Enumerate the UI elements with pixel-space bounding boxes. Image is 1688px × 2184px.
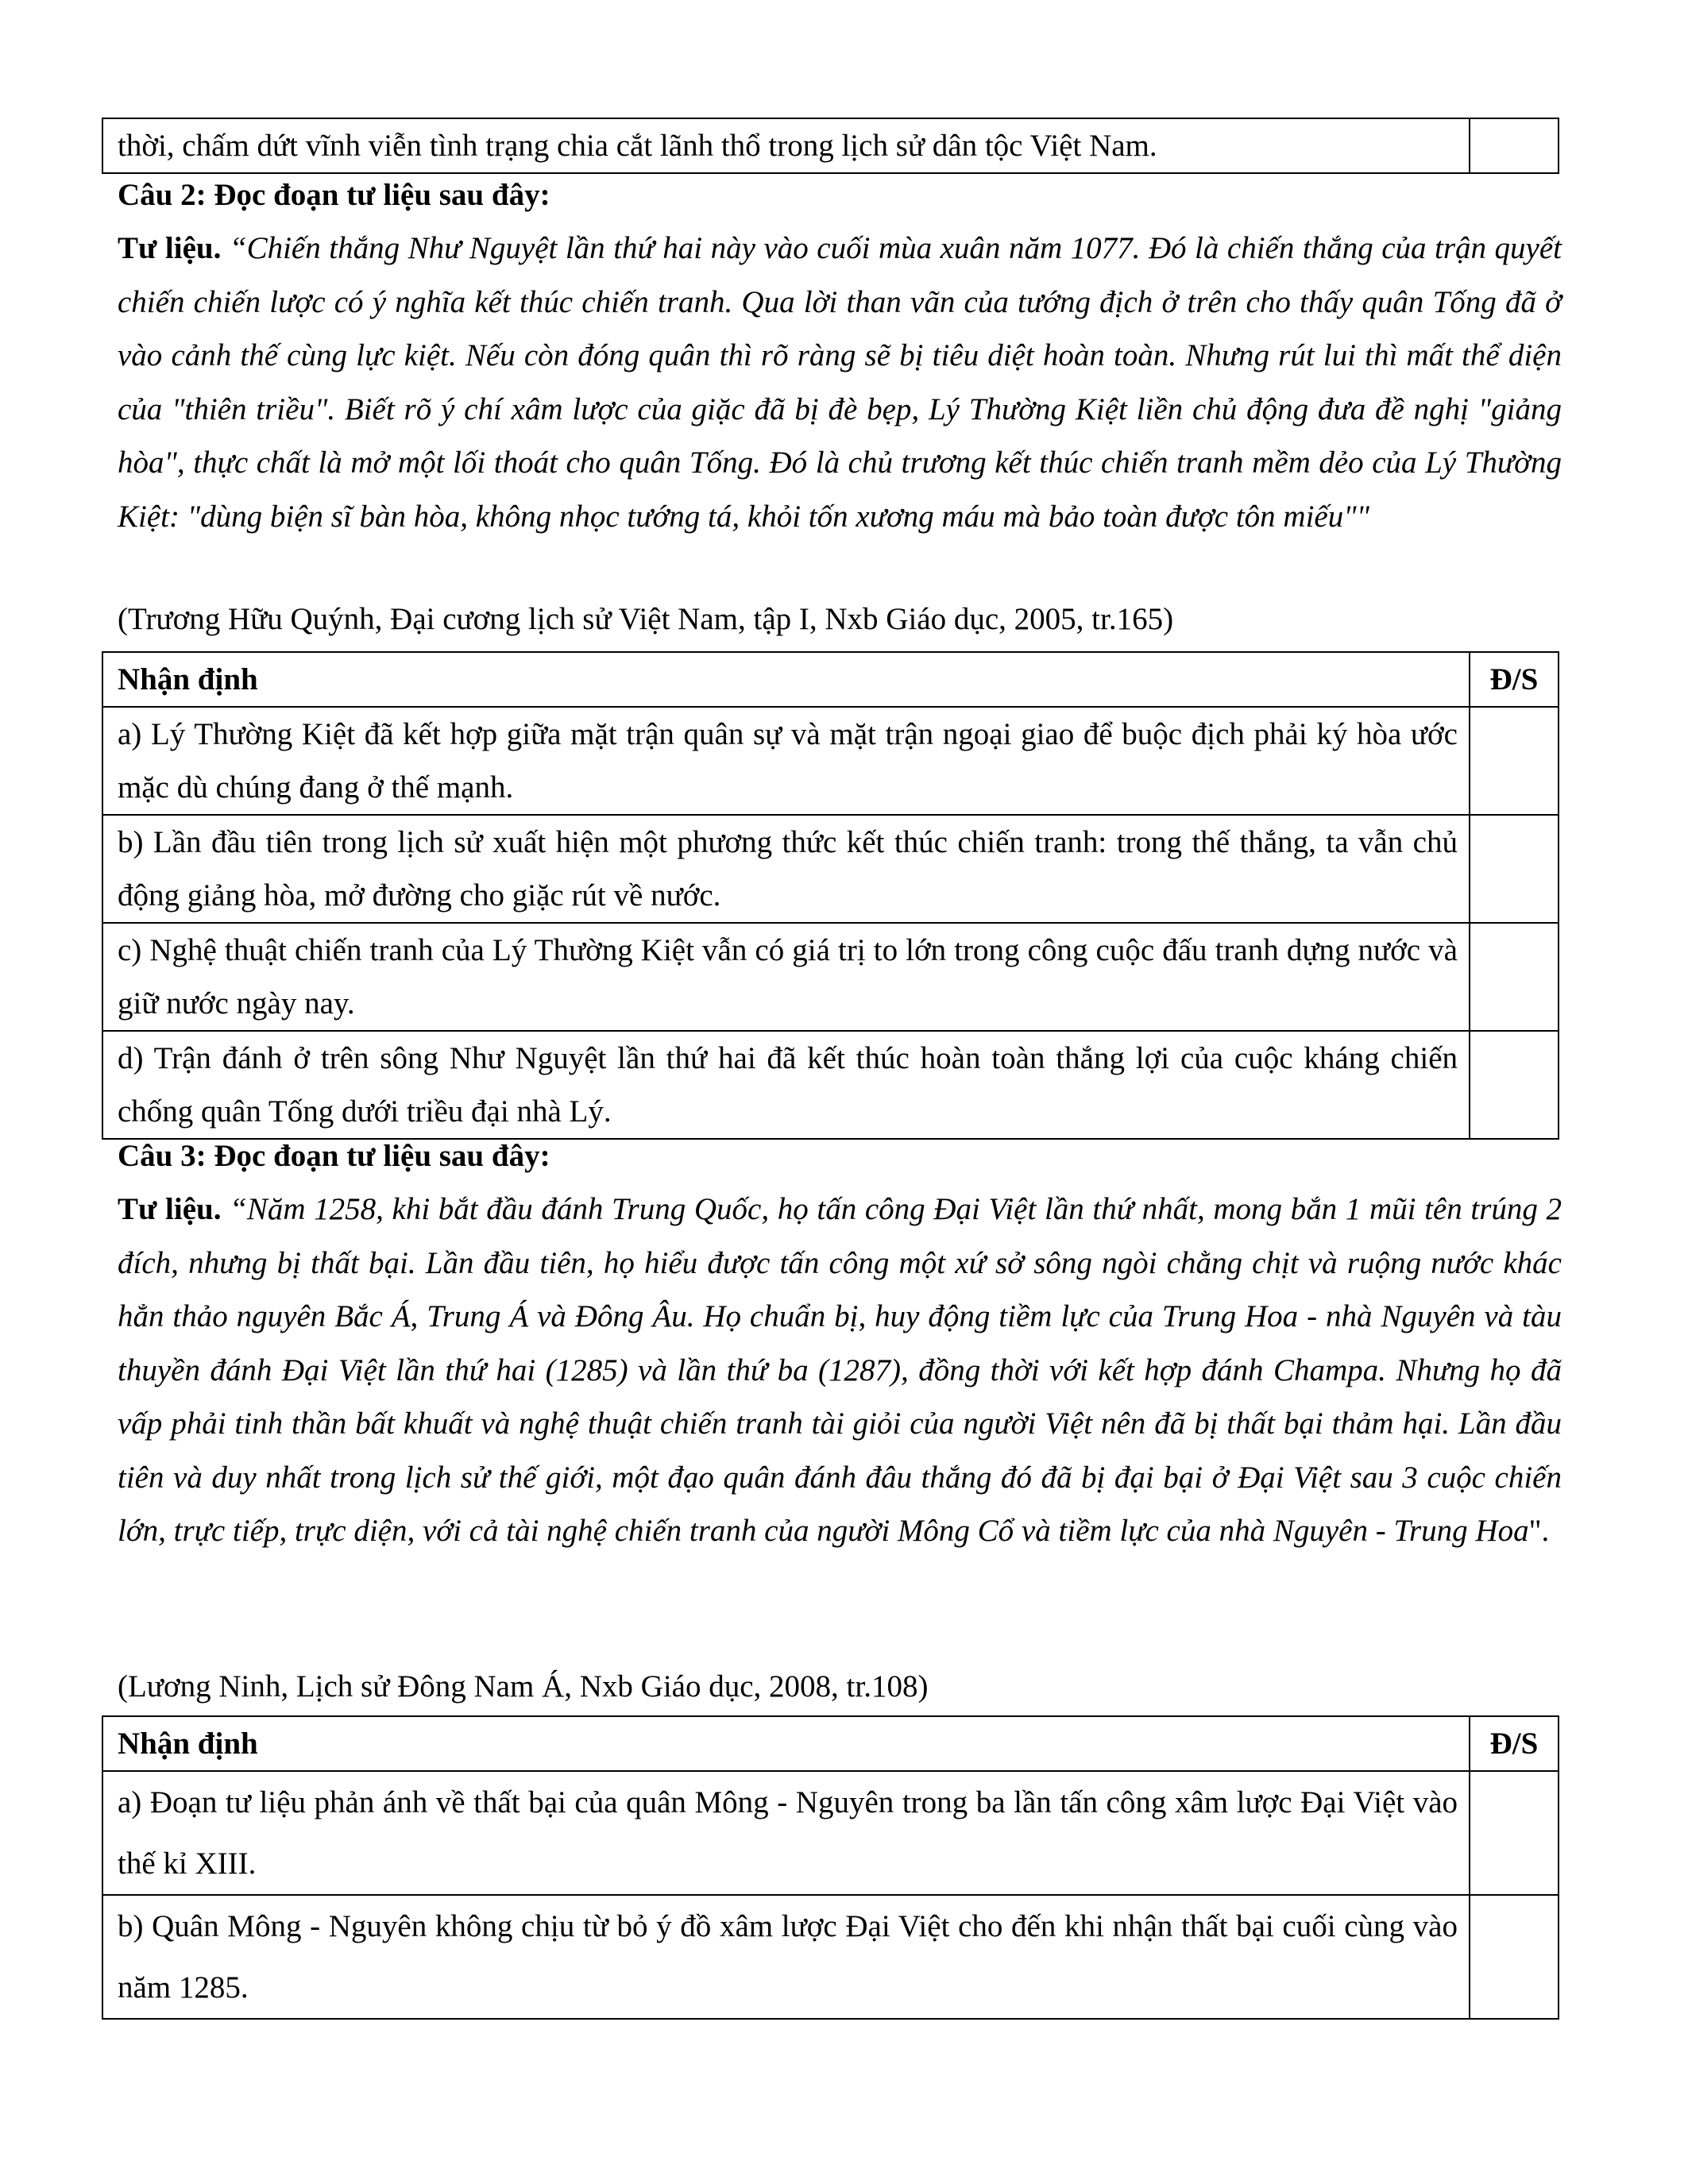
table-header-row bbox=[102, 1716, 1559, 1771]
answer-cell-b[interactable] bbox=[1470, 815, 1559, 923]
answer-cell-a[interactable] bbox=[1470, 1771, 1559, 1895]
answer-header: Đ/S bbox=[1470, 1716, 1559, 1771]
q2-source-label: Tư liệu. bbox=[118, 231, 222, 265]
q2-citation: (Trương Hữu Quýnh, Đại cương lịch sử Việt Nam, tập I, Nxb Giáo dục, 2005, tr.165) bbox=[118, 602, 1174, 636]
q2-statement-table bbox=[102, 651, 1559, 1140]
q2-source-text: “Chiến thắng Như Nguyệt lần thứ hai này vào cuối mùa xuân năm 1077. Đó là chiến thắng của trận quyết chiến chiến lược có ý nghĩa kết thúc chiến tranh. Qua lời than vãn của tướng địch ở trên cho thấy quân Tống đã ở vào cảnh thế cùng lực kiệt. Nếu còn đóng quân thì rõ ràng sẽ bị tiêu diệt hoàn toàn. Nhưng rút lui thì mất thể diện của "thiên triều". Biết rõ ý chí xâm lược của giặc đã bị đè bẹp, Lý Thường Kiệt liền chủ động đưa đề nghị "giảng hòa", thực chất là mở một lối thoát cho quân Tống. Đó là chủ trương kết thúc chiến tranh mềm dẻo của Lý Thường Kiệt: "dùng biện sĩ bàn hòa, không nhọc tướng tá, khỏi tốn xương máu mà bảo toàn được tôn miếu"" bbox=[118, 231, 1562, 534]
table-row bbox=[102, 1895, 1559, 2019]
answer-cell-a[interactable] bbox=[1470, 707, 1559, 815]
q3-source-end: ". bbox=[1528, 1514, 1550, 1548]
q3-source-text: “Năm 1258, khi bắt đầu đánh Trung Quốc, họ tấn công Đại Việt lần thứ nhất, mong bắn 1 mũi tên trúng 2 đích, nhưng bị thất bại. Lần đầu tiên, họ hiểu được tấn công một xứ sở sông ngòi chằng chịt và ruộng nước khác hẳn thảo nguyên Bắc Á, Trung Á và Đông Âu. Họ chuẩn bị, huy động tiềm lực của Trung Hoa - nhà Nguyên và tàu thuyền đánh Đại Việt lần thứ hai (1285) và lần thứ ba (1287), đồng thời với kết hợp đánh Champa. Nhưng họ đã vấp phải tinh thần bất khuất và nghệ thuật chiến tranh tài giỏi của người Việt nên đã bị thất bại thảm hại. Lần đầu tiên và duy nhất trong lịch sử thế giới, một đạo quân đánh đâu thắng đó đã bị đại bại ở Đại Việt sau 3 cuộc chiến lớn, trực tiếp, trực diện, với cả tài nghệ chiến tranh của người Mông Cổ và tiềm lực của nhà Nguyên - Trung Hoa bbox=[118, 1192, 1562, 1548]
q2-source-paragraph bbox=[118, 222, 1562, 543]
answer-cell-c[interactable] bbox=[1470, 923, 1559, 1031]
previous-question-table bbox=[102, 118, 1559, 174]
table-row bbox=[102, 1771, 1559, 1895]
statement-a: a) Lý Thường Kiệt đã kết hợp giữa mặt trận quân sự và mặt trận ngoại giao để buộc địch phải ký hòa ước mặc dù chúng đang ở thế mạnh. bbox=[102, 707, 1470, 815]
statement-a: a) Đoạn tư liệu phản ánh về thất bại của quân Mông - Nguyên trong ba lần tấn công xâm lược Đại Việt vào thế kỉ XIII. bbox=[102, 1771, 1470, 1895]
answer-cell[interactable] bbox=[1470, 118, 1559, 173]
answer-cell-b[interactable] bbox=[1470, 1895, 1559, 2019]
answer-header: Đ/S bbox=[1470, 652, 1559, 707]
q3-source-label: Tư liệu. bbox=[118, 1192, 222, 1226]
table-row bbox=[102, 707, 1559, 815]
table-row bbox=[102, 118, 1559, 173]
q2-heading: Câu 2: Đọc đoạn tư liệu sau đây: bbox=[118, 178, 550, 212]
q3-heading: Câu 3: Đọc đoạn tư liệu sau đây: bbox=[118, 1139, 550, 1173]
statement-header: Nhận định bbox=[102, 1716, 1470, 1771]
answer-cell-d[interactable] bbox=[1470, 1031, 1559, 1139]
statement-b: b) Quân Mông - Nguyên không chịu từ bỏ ý đồ xâm lược Đại Việt cho đến khi nhận thất bại cuối cùng vào năm 1285. bbox=[102, 1895, 1470, 2019]
table-row bbox=[102, 1031, 1559, 1139]
table-row bbox=[102, 815, 1559, 923]
q3-source-paragraph bbox=[118, 1183, 1562, 1558]
statement-c: c) Nghệ thuật chiến tranh của Lý Thường Kiệt vẫn có giá trị to lớn trong công cuộc đấu tranh dựng nước và giữ nước ngày nay. bbox=[102, 923, 1470, 1031]
table-row bbox=[102, 923, 1559, 1031]
q3-citation: (Lương Ninh, Lịch sử Đông Nam Á, Nxb Giáo dục, 2008, tr.108) bbox=[118, 1669, 929, 1704]
statement-b: b) Lần đầu tiên trong lịch sử xuất hiện một phương thức kết thúc chiến tranh: trong thế thắng, ta vẫn chủ động giảng hòa, mở đường cho giặc rút về nước. bbox=[102, 815, 1470, 923]
statement-d: d) Trận đánh ở trên sông Như Nguyệt lần thứ hai đã kết thúc hoàn toàn thắng lợi của cuộc kháng chiến chống quân Tống dưới triều đại nhà Lý. bbox=[102, 1031, 1470, 1139]
table-header-row bbox=[102, 652, 1559, 707]
statement-header: Nhận định bbox=[102, 652, 1470, 707]
q3-statement-table bbox=[102, 1715, 1559, 2020]
statement-cell: thời, chấm dứt vĩnh viễn tình trạng chia cắt lãnh thổ trong lịch sử dân tộc Việt Nam. bbox=[102, 118, 1470, 173]
